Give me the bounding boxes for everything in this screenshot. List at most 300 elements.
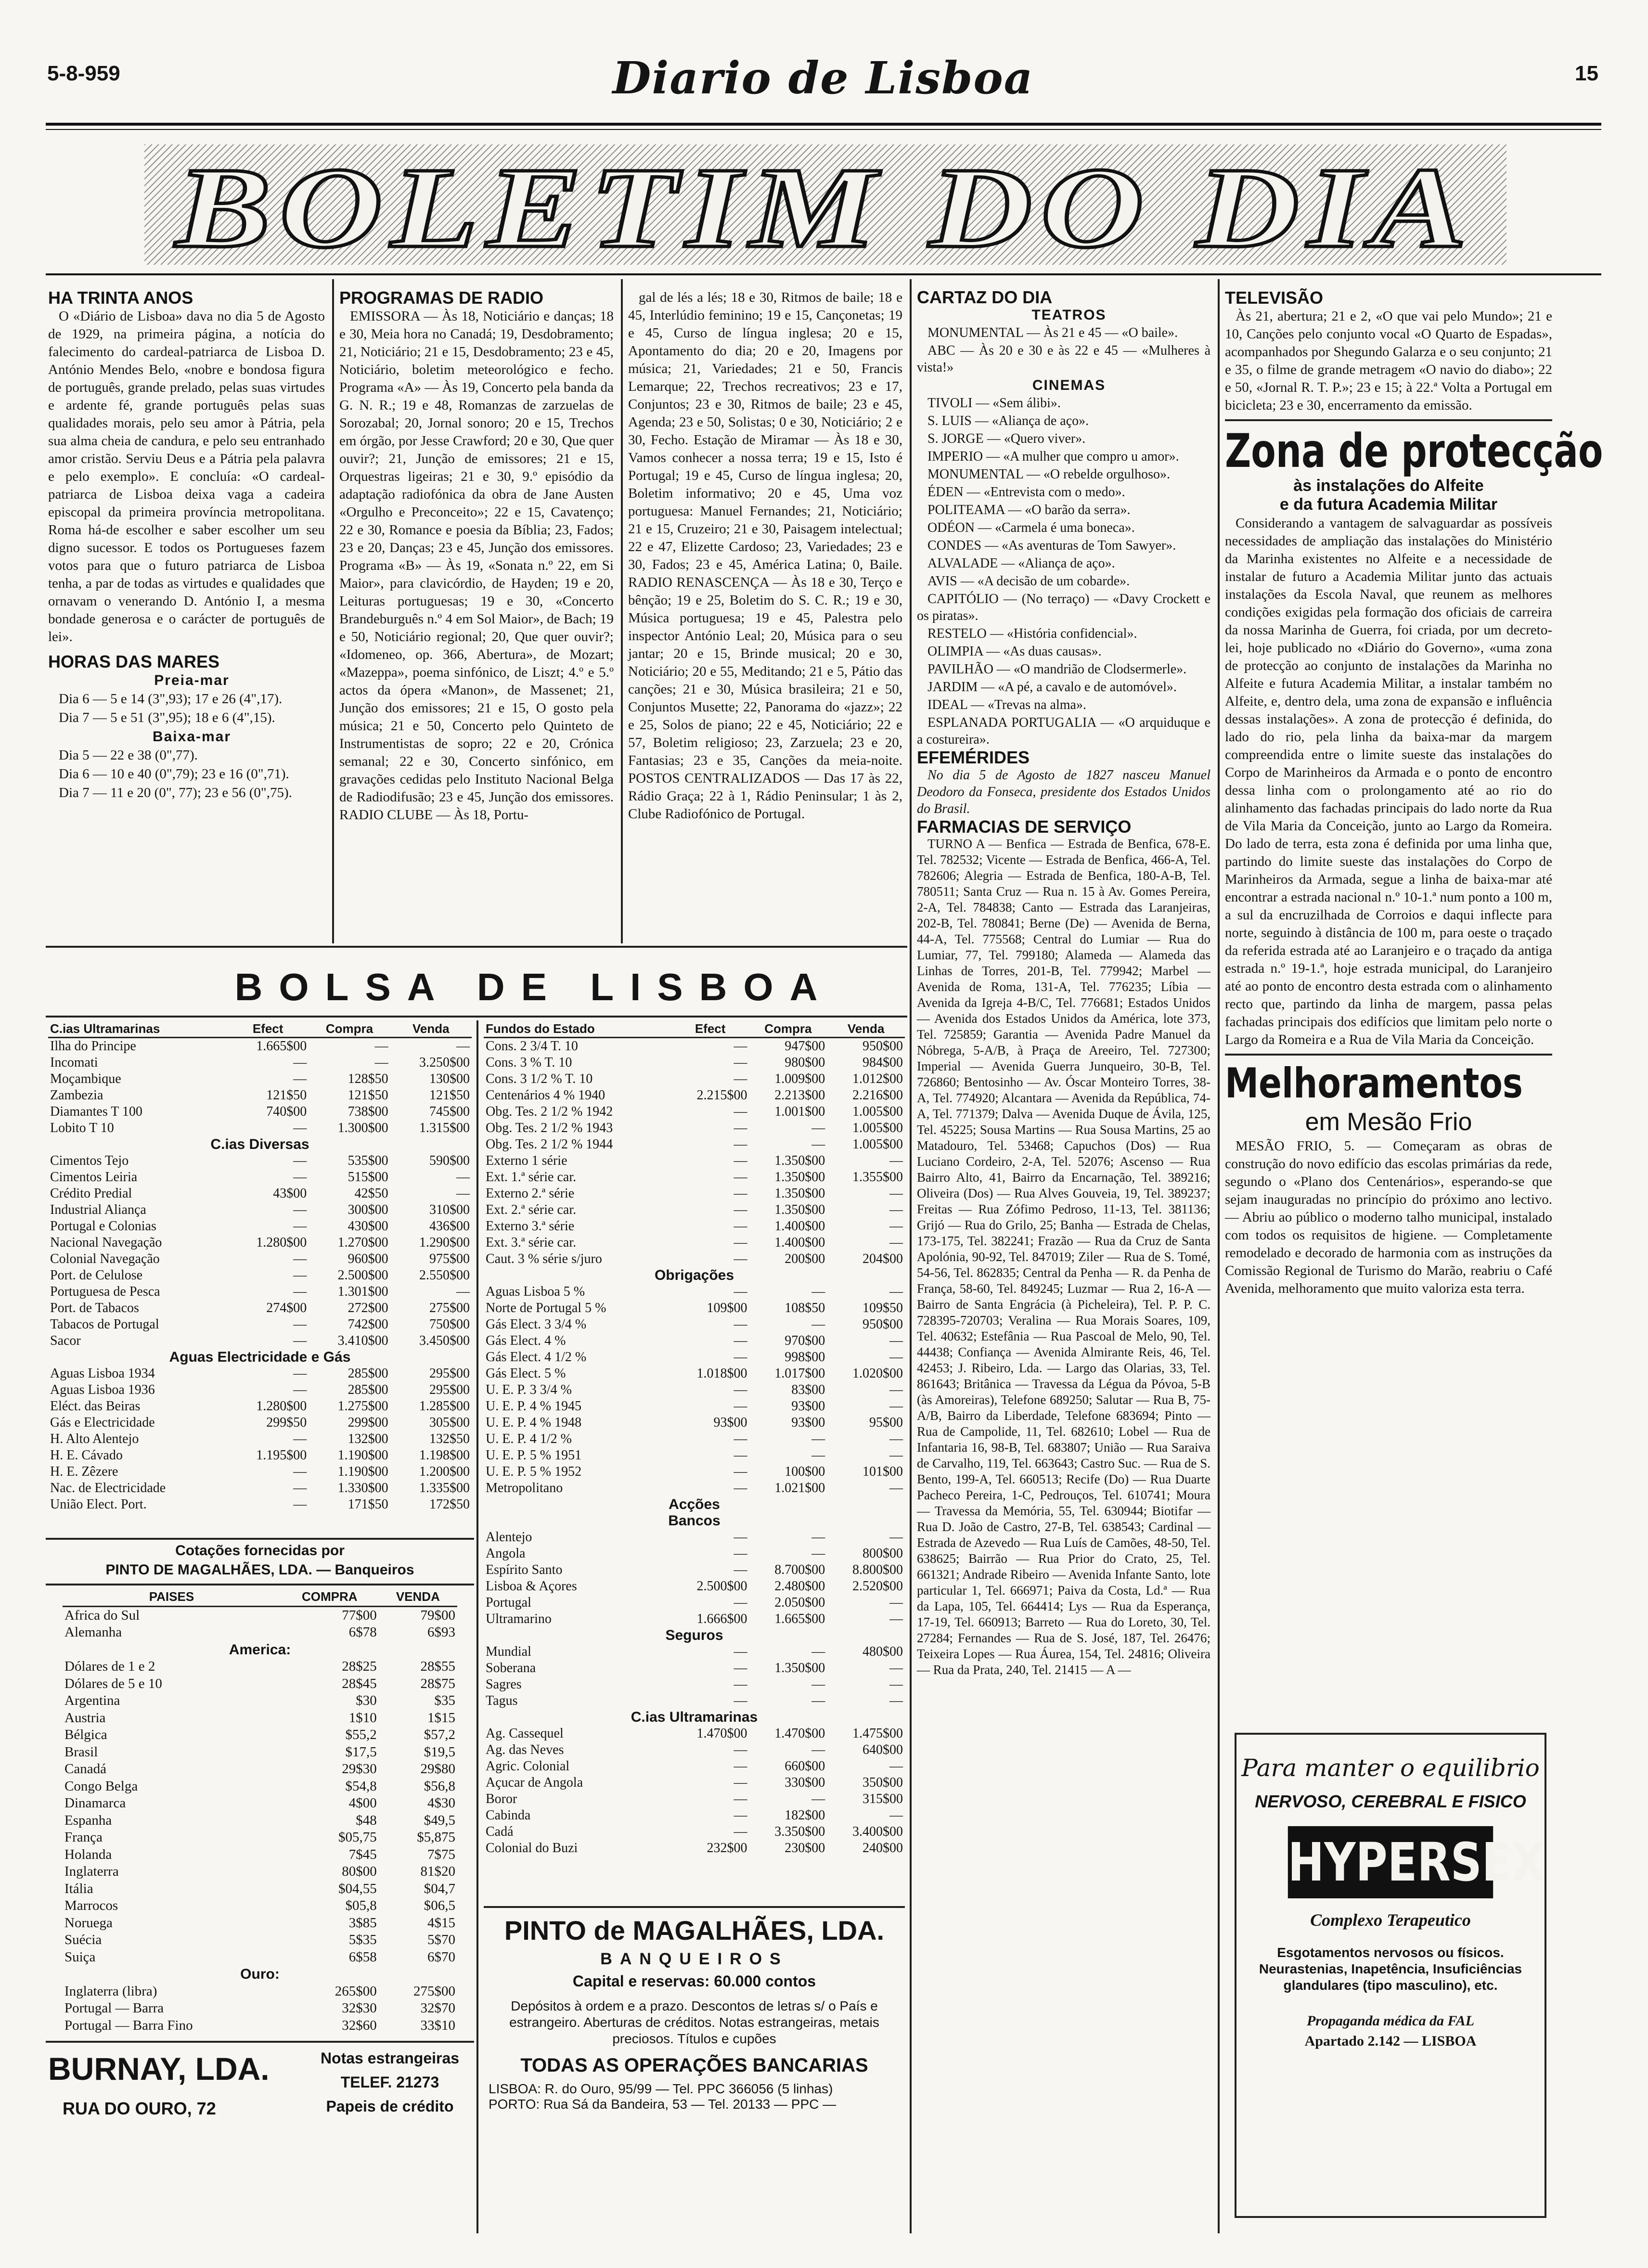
bank-operations: TODAS AS OPERAÇÕES BANCARIAS bbox=[520, 2055, 868, 2076]
table-row bbox=[48, 1398, 472, 1415]
table-row bbox=[484, 1546, 905, 1562]
row-heading: Aguas Electricidade e Gás bbox=[169, 1349, 351, 1365]
row-value: 1.400$00 bbox=[774, 1219, 825, 1234]
row-label: Sagres bbox=[486, 1677, 522, 1692]
table-row bbox=[484, 1758, 905, 1775]
row-label: Mundial bbox=[486, 1644, 531, 1659]
listing: PAVILHÃO — «O mandrião de Clodsermerle». bbox=[927, 662, 1187, 677]
row-heading: Ouro: bbox=[240, 1966, 280, 1982]
table-header: Compra bbox=[309, 1020, 390, 1038]
row-label: Incomati bbox=[50, 1055, 98, 1070]
row-value: $06,5 bbox=[424, 1898, 455, 1913]
row-value: 128$50 bbox=[348, 1071, 388, 1086]
bank-name: PINTO de MAGALHÃES, LDA. bbox=[504, 1915, 885, 1946]
row-value: 77$00 bbox=[342, 1607, 377, 1623]
row-value: — bbox=[889, 1202, 903, 1217]
table-row bbox=[63, 1710, 457, 1727]
row-value: 1.350$00 bbox=[774, 1661, 825, 1675]
table-row bbox=[63, 1812, 457, 1830]
listing: ABC — Às 20 e 30 e às 22 e 45 — «Mulheres à vista!» bbox=[917, 343, 1210, 375]
row-label: Inglaterra (libra) bbox=[64, 1983, 157, 1999]
table-row bbox=[484, 1840, 905, 1856]
row-value: — bbox=[293, 1219, 307, 1234]
row-value: 182$00 bbox=[785, 1808, 825, 1823]
row-value: 240$00 bbox=[863, 1841, 903, 1856]
row-value: — bbox=[293, 1055, 307, 1070]
row-value: 960$00 bbox=[348, 1251, 388, 1266]
row-value: 2.500$00 bbox=[337, 1268, 388, 1283]
row-value: 93$00 bbox=[791, 1399, 825, 1414]
divider bbox=[46, 2041, 474, 2043]
row-value: 2.480$00 bbox=[774, 1579, 825, 1594]
table-row bbox=[484, 1611, 905, 1627]
row-value: — bbox=[811, 1791, 825, 1806]
table-row bbox=[484, 1153, 905, 1169]
row-value: — bbox=[293, 1202, 307, 1217]
table-row bbox=[48, 1153, 472, 1169]
row-value: 28$55 bbox=[420, 1659, 455, 1674]
row-value: — bbox=[734, 1677, 747, 1692]
table-row bbox=[484, 1595, 905, 1611]
row-value: $04,7 bbox=[424, 1881, 455, 1896]
subheading: Preia-mar bbox=[154, 672, 230, 688]
row-value: — bbox=[734, 1219, 747, 1234]
table-row bbox=[48, 1464, 472, 1480]
column-radio-cont bbox=[628, 289, 902, 824]
row-value: 1.018$00 bbox=[696, 1366, 747, 1381]
row-value: 1.350$00 bbox=[774, 1170, 825, 1185]
row-label: U. E. P. 4 % 1945 bbox=[486, 1399, 582, 1414]
table-row bbox=[484, 1038, 905, 1055]
row-label: Externo 2.ª série bbox=[486, 1186, 575, 1201]
table-row bbox=[63, 2017, 457, 2035]
row-value: 1.200$00 bbox=[419, 1464, 470, 1479]
article-body: No dia 5 de Agosto de 1827 nasceu Manuel Deodoro da Fonseca, presidente dos Estados Unidos do Brasil. bbox=[917, 768, 1210, 816]
row-value: 436$00 bbox=[429, 1219, 470, 1234]
table-row bbox=[484, 1218, 905, 1235]
row-value: 1.470$00 bbox=[774, 1726, 825, 1741]
row-label: Suécia bbox=[64, 1932, 102, 1947]
table-header: Venda bbox=[390, 1020, 472, 1038]
row-value: 1.005$00 bbox=[852, 1137, 903, 1152]
row-label: Crédito Predial bbox=[50, 1186, 132, 1201]
column-divider bbox=[332, 279, 334, 943]
row-value: 2.213$00 bbox=[774, 1088, 825, 1103]
row-value: — bbox=[734, 1284, 747, 1299]
table-row bbox=[48, 1186, 472, 1202]
row-label: H. E. Cávado bbox=[50, 1448, 123, 1463]
table-header: COMPRA bbox=[281, 1588, 379, 1606]
table-row bbox=[48, 1104, 472, 1120]
row-value: 1.005$00 bbox=[852, 1104, 903, 1119]
row-value: $49,5 bbox=[424, 1812, 455, 1828]
row-value: — bbox=[889, 1382, 903, 1397]
row-value: — bbox=[811, 1137, 825, 1152]
row-value: 28$75 bbox=[420, 1675, 455, 1691]
table-row bbox=[63, 1863, 457, 1881]
section-heading: TELEVISÃO bbox=[1225, 288, 1324, 308]
row-label: H. Alto Alentejo bbox=[50, 1431, 139, 1446]
row-label: Alentejo bbox=[486, 1530, 532, 1545]
row-value: $17,5 bbox=[345, 1744, 377, 1760]
row-label: Cimentos Leiria bbox=[50, 1170, 138, 1185]
headline: Zona de protecção bbox=[1225, 424, 1603, 478]
row-value: 200$00 bbox=[785, 1251, 825, 1266]
table-row bbox=[484, 1087, 905, 1104]
row-value: 274$00 bbox=[266, 1301, 307, 1315]
table-row bbox=[63, 1778, 457, 1795]
row-value: — bbox=[889, 1759, 903, 1774]
listing: CONDES — «As aventuras de Tom Sawyer». bbox=[927, 538, 1176, 553]
table-row bbox=[48, 1169, 472, 1186]
row-heading: Bancos bbox=[668, 1513, 721, 1529]
subheading: Baixa-mar bbox=[152, 729, 232, 745]
row-label: Ilha do Principe bbox=[50, 1039, 136, 1054]
row-value: 265$00 bbox=[335, 1983, 377, 1999]
row-value: 947$00 bbox=[785, 1039, 825, 1054]
banner-rule bbox=[46, 273, 1601, 275]
bolsa-table-right bbox=[484, 1020, 905, 1856]
table-row bbox=[484, 1186, 905, 1202]
row-value: 42$50 bbox=[354, 1186, 388, 1201]
row-label: Soberana bbox=[486, 1661, 536, 1675]
table-row bbox=[484, 1447, 905, 1464]
ad-tagline: Para manter o equilibrio bbox=[1241, 1754, 1540, 1782]
listing: OLIMPIA — «As duas causas». bbox=[927, 644, 1102, 659]
row-heading: C.ias Ultramarinas bbox=[631, 1709, 758, 1725]
row-label: França bbox=[64, 1830, 103, 1845]
row-label: Caut. 3 % série s/juro bbox=[486, 1251, 602, 1266]
row-value: 3.410$00 bbox=[337, 1333, 388, 1348]
row-value: — bbox=[889, 1448, 903, 1463]
table-row bbox=[484, 1300, 905, 1316]
row-label: Colonial Navegação bbox=[50, 1251, 160, 1266]
row-value: 4$30 bbox=[427, 1795, 455, 1811]
header-rule-thin bbox=[46, 129, 1601, 130]
subheadline: às instalações do Alfeite bbox=[1293, 477, 1484, 495]
table-row bbox=[48, 1120, 472, 1136]
bank-address: PORTO: Rua Sá da Bandeira, 53 — Tel. 20133 — PPC — bbox=[489, 2097, 837, 2112]
table-row bbox=[48, 1284, 472, 1300]
row-value: 1.301$00 bbox=[337, 1284, 388, 1299]
row-value: 1.270$00 bbox=[337, 1235, 388, 1250]
row-value: 28$25 bbox=[342, 1659, 377, 1674]
row-label: Cimentos Tejo bbox=[50, 1153, 129, 1168]
row-label: Canadá bbox=[64, 1761, 106, 1777]
table-row bbox=[484, 1464, 905, 1480]
subheading: CINEMAS bbox=[1032, 377, 1106, 393]
table-row bbox=[63, 1949, 457, 1966]
row-label: Nac. de Electricidade bbox=[50, 1481, 166, 1495]
row-value: 43$00 bbox=[273, 1186, 307, 1201]
row-heading: C.ias Diversas bbox=[210, 1136, 309, 1152]
row-value: 3.250$00 bbox=[419, 1055, 470, 1070]
row-value: — bbox=[456, 1039, 470, 1054]
row-value: 33$10 bbox=[420, 2017, 455, 2033]
section-heading: HORAS DAS MARES bbox=[48, 652, 220, 671]
row-label: Lobito T 10 bbox=[50, 1121, 114, 1135]
row-value: 93$00 bbox=[713, 1415, 747, 1430]
row-value: 285$00 bbox=[348, 1382, 388, 1397]
row-label: Gás Elect. 5 % bbox=[486, 1366, 566, 1381]
row-value: 1.280$00 bbox=[256, 1399, 307, 1414]
row-value: 8.700$00 bbox=[774, 1562, 825, 1577]
table-header: C.ias Ultramarinas bbox=[48, 1020, 227, 1038]
row-value: $35 bbox=[434, 1693, 455, 1708]
row-label: Africa do Sul bbox=[64, 1607, 140, 1623]
row-value: — bbox=[734, 1350, 747, 1365]
row-label: Austria bbox=[64, 1710, 106, 1726]
row-value: 950$00 bbox=[863, 1317, 903, 1332]
table-row bbox=[484, 1333, 905, 1349]
row-value: 121$50 bbox=[266, 1088, 307, 1103]
row-value: 230$00 bbox=[785, 1841, 825, 1856]
table-row bbox=[63, 1966, 457, 1983]
row-value: 272$00 bbox=[348, 1301, 388, 1315]
row-heading: America: bbox=[229, 1641, 291, 1658]
row-value: — bbox=[734, 1251, 747, 1266]
row-value: — bbox=[293, 1317, 307, 1332]
tide-line: Dia 6 — 5 e 14 (3",93); 17 e 26 (4",17). bbox=[59, 691, 283, 707]
row-label: Cabinda bbox=[486, 1808, 531, 1823]
row-value: — bbox=[734, 1808, 747, 1823]
row-value: 6$58 bbox=[348, 1949, 377, 1965]
table-row bbox=[484, 1120, 905, 1136]
row-label: Argentina bbox=[64, 1693, 120, 1708]
tide-line: Dia 6 — 10 e 40 (0",79); 23 e 16 (0",71). bbox=[59, 766, 289, 782]
fx-table bbox=[63, 1588, 457, 2034]
table-row bbox=[484, 1791, 905, 1807]
table-row bbox=[484, 1251, 905, 1267]
cotacoes-firm: PINTO DE MAGALHÃES, LDA. — Banqueiros bbox=[105, 1562, 414, 1578]
row-label: Noruega bbox=[64, 1915, 113, 1931]
row-label: H. E. Zêzere bbox=[50, 1464, 118, 1479]
row-value: 2.550$00 bbox=[419, 1268, 470, 1283]
row-heading: Seguros bbox=[665, 1627, 723, 1643]
row-value: — bbox=[811, 1317, 825, 1332]
row-label: Gás e Electricidade bbox=[50, 1415, 155, 1430]
table-header: Compra bbox=[749, 1020, 827, 1038]
row-value: 1.350$00 bbox=[774, 1186, 825, 1201]
row-value: 295$00 bbox=[429, 1366, 470, 1381]
row-value: 6$93 bbox=[427, 1624, 455, 1640]
row-label: U. E. P. 3 3/4 % bbox=[486, 1382, 572, 1397]
row-value: 984$00 bbox=[863, 1055, 903, 1070]
row-value: 980$00 bbox=[785, 1055, 825, 1070]
table-row bbox=[63, 1915, 457, 1932]
burnay-name: BURNAY, LDA. bbox=[48, 2051, 270, 2087]
row-value: — bbox=[734, 1481, 747, 1495]
table-row bbox=[484, 1709, 905, 1726]
table-header: VENDA bbox=[379, 1588, 457, 1606]
row-label: Lisboa & Açores bbox=[486, 1579, 577, 1594]
row-label: Obg. Tes. 2 1/2 % 1944 bbox=[486, 1137, 613, 1152]
table-row bbox=[48, 1300, 472, 1316]
row-value: 1.198$00 bbox=[419, 1448, 470, 1463]
row-label: Moçambique bbox=[50, 1071, 121, 1086]
bolsa-table-left bbox=[48, 1020, 472, 1513]
row-value: — bbox=[889, 1693, 903, 1708]
column-radio bbox=[339, 289, 614, 825]
row-value: — bbox=[293, 1170, 307, 1185]
row-label: Metropolitano bbox=[486, 1481, 563, 1495]
row-label: Obg. Tes. 2 1/2 % 1942 bbox=[486, 1104, 613, 1119]
row-label: Cons. 3 % T. 10 bbox=[486, 1055, 572, 1070]
table-row bbox=[484, 1824, 905, 1840]
row-value: $04,55 bbox=[338, 1881, 377, 1896]
cotacoes-title: Cotações fornecidas por bbox=[175, 1543, 345, 1559]
table-row bbox=[63, 1624, 457, 1641]
row-value: — bbox=[293, 1251, 307, 1266]
row-value: 108$50 bbox=[785, 1301, 825, 1315]
row-value: 28$45 bbox=[342, 1675, 377, 1691]
table-row bbox=[48, 1251, 472, 1267]
table-row bbox=[63, 1761, 457, 1778]
row-value: — bbox=[811, 1742, 825, 1757]
table-row bbox=[48, 1235, 472, 1251]
row-value: 83$00 bbox=[791, 1382, 825, 1397]
row-value: — bbox=[734, 1104, 747, 1119]
row-value: — bbox=[811, 1530, 825, 1545]
row-value: — bbox=[734, 1562, 747, 1577]
row-label: Alemanha bbox=[64, 1624, 122, 1640]
row-value: 1.475$00 bbox=[852, 1726, 903, 1741]
row-label: Portugal e Colonias bbox=[50, 1219, 156, 1234]
row-value: — bbox=[734, 1824, 747, 1839]
row-value: 275$00 bbox=[429, 1301, 470, 1315]
row-value: 1.335$00 bbox=[419, 1481, 470, 1495]
row-value: 1.017$00 bbox=[774, 1366, 825, 1381]
row-value: 132$50 bbox=[429, 1431, 470, 1446]
row-label: Tagus bbox=[486, 1693, 518, 1708]
row-value: 172$50 bbox=[429, 1497, 470, 1512]
row-label: Aguas Lisboa 5 % bbox=[486, 1284, 585, 1299]
row-value: $05,75 bbox=[338, 1830, 377, 1845]
row-label: Espanha bbox=[64, 1812, 112, 1828]
row-value: $19,5 bbox=[424, 1744, 455, 1760]
tide-line: Dia 5 — 22 e 38 (0",77). bbox=[59, 747, 198, 763]
table-row bbox=[48, 1382, 472, 1398]
row-value: 640$00 bbox=[863, 1742, 903, 1757]
listing: ALVALADE — «Aliança de aço». bbox=[927, 556, 1115, 571]
row-label: Aguas Lisboa 1934 bbox=[50, 1366, 155, 1381]
row-value: — bbox=[889, 1431, 903, 1446]
row-value: 29$80 bbox=[420, 1761, 455, 1777]
row-value: 7$45 bbox=[348, 1846, 377, 1862]
column-divider bbox=[1218, 279, 1220, 2233]
table-row bbox=[484, 1202, 905, 1218]
table-row bbox=[484, 1415, 905, 1431]
row-value: — bbox=[734, 1644, 747, 1659]
table-row bbox=[484, 1726, 905, 1742]
row-value: 1.285$00 bbox=[419, 1399, 470, 1414]
row-label: Suiça bbox=[64, 1949, 96, 1965]
bank-address: LISBOA: R. do Ouro, 95/99 — Tel. PPC 366056 (5 linhas) bbox=[489, 2081, 833, 2096]
row-label: Cadá bbox=[486, 1824, 514, 1839]
row-value: — bbox=[293, 1333, 307, 1348]
row-value: — bbox=[456, 1170, 470, 1185]
row-heading: Obrigações bbox=[654, 1267, 734, 1283]
row-value: — bbox=[293, 1121, 307, 1135]
ad-text: Esgotamentos nervosos ou físicos. Neurastenias, Inapetência, Insuficiências glandulares (tipo masculino), etc. bbox=[1259, 1945, 1522, 1993]
row-label: Boror bbox=[486, 1791, 517, 1806]
article-body: O «Diário de Lisboa» dava no dia 5 de Agosto de 1929, na primeira página, a notícia do falecimento do cardeal-patriarca de Lisboa D. António Mendes Belo, «nobre e bondosa figura de português, grande prelado, pelas suas virtudes e ardente fé, grande português pelas suas qualidades morais, pelo seu amor à Pátria, pela sua alma cheia de candura, e pelo seu entranhado amor cristão. Serviu Deus e a Pátria pela palavra e pelo exemplo». E concluía: «O cardeal-patriarca de Lisboa deixa vaga a cadeira episcopal da primeira província metropolitana. Roma há-de escolher e saber escolher um seu digno sucessor. E todos os Portugueses fazem votos para que o futuro patriarca de Lisboa tenha, a par de todas as virtudes e qualidades que ornavam o venerando D. António I, a mesma bondade generosa e o carácter de português de lei». bbox=[48, 309, 325, 644]
row-value: 4$00 bbox=[348, 1795, 377, 1811]
table-header: Fundos do Estado bbox=[484, 1020, 671, 1038]
row-value: — bbox=[293, 1366, 307, 1381]
row-label: Zambezia bbox=[50, 1088, 103, 1103]
row-value: — bbox=[734, 1759, 747, 1774]
row-value: 7$75 bbox=[427, 1846, 455, 1862]
row-value: 975$00 bbox=[429, 1251, 470, 1266]
row-label: Gás Elect. 3 3/4 % bbox=[486, 1317, 587, 1332]
row-value: 275$00 bbox=[413, 1983, 455, 1999]
ad-tagline: NERVOSO, CEREBRAL E FISICO bbox=[1255, 1791, 1526, 1811]
bolsa-rule bbox=[46, 1016, 907, 1018]
listing: JARDIM — «A pé, a cavalo e de automóvel». bbox=[927, 680, 1177, 695]
row-value: 93$00 bbox=[791, 1415, 825, 1430]
row-label: U. E. P. 4 1/2 % bbox=[486, 1431, 572, 1446]
column-cartaz bbox=[917, 289, 1210, 1679]
section-heading: HA TRINTA ANOS bbox=[48, 288, 193, 308]
row-value: 171$50 bbox=[348, 1497, 388, 1512]
row-value: — bbox=[734, 1595, 747, 1610]
row-value: 1.315$00 bbox=[419, 1121, 470, 1135]
row-value: 2.050$00 bbox=[774, 1595, 825, 1610]
table-row bbox=[484, 1480, 905, 1496]
divider bbox=[484, 1906, 905, 1908]
row-value: — bbox=[293, 1464, 307, 1479]
row-value: 1$10 bbox=[348, 1710, 377, 1726]
row-label: Tabacos de Portugal bbox=[50, 1317, 159, 1332]
row-value: 970$00 bbox=[785, 1333, 825, 1348]
row-label: Marrocos bbox=[64, 1898, 118, 1913]
bolsa-title: BOLSA DE LISBOA bbox=[234, 966, 834, 1008]
row-value: 515$00 bbox=[348, 1170, 388, 1185]
row-value: 3$85 bbox=[348, 1915, 377, 1931]
row-value: — bbox=[811, 1644, 825, 1659]
row-label: Congo Belga bbox=[64, 1778, 138, 1794]
table-body bbox=[484, 1038, 905, 1857]
row-value: 109$50 bbox=[863, 1301, 903, 1315]
row-value: 101$00 bbox=[863, 1464, 903, 1479]
row-label: Centenários 4 % 1940 bbox=[486, 1088, 605, 1103]
row-value: — bbox=[293, 1382, 307, 1397]
row-value: — bbox=[889, 1219, 903, 1234]
row-value: — bbox=[889, 1595, 903, 1610]
row-value: 950$00 bbox=[863, 1039, 903, 1054]
row-value: — bbox=[734, 1399, 747, 1414]
table-row bbox=[484, 1742, 905, 1758]
row-value: — bbox=[889, 1284, 903, 1299]
row-label: Ext. 3.ª série car. bbox=[486, 1235, 577, 1250]
banner-title: BOLETIM DO DIA bbox=[174, 144, 1476, 265]
row-value: — bbox=[456, 1284, 470, 1299]
row-label: Colonial do Buzi bbox=[486, 1841, 578, 1856]
table-row bbox=[63, 1881, 457, 1898]
row-value: 1.280$00 bbox=[256, 1235, 307, 1250]
listing: ODÉON — «Carmela é uma boneca». bbox=[927, 520, 1135, 535]
row-value: — bbox=[734, 1431, 747, 1446]
row-value: — bbox=[734, 1121, 747, 1135]
table-row bbox=[48, 1366, 472, 1382]
row-value: 315$00 bbox=[863, 1791, 903, 1806]
column-divider bbox=[621, 279, 623, 943]
table-row bbox=[63, 1932, 457, 1949]
row-value: 1.330$00 bbox=[337, 1481, 388, 1495]
row-value: 1.290$00 bbox=[419, 1235, 470, 1250]
row-value: 32$30 bbox=[342, 2000, 377, 2016]
